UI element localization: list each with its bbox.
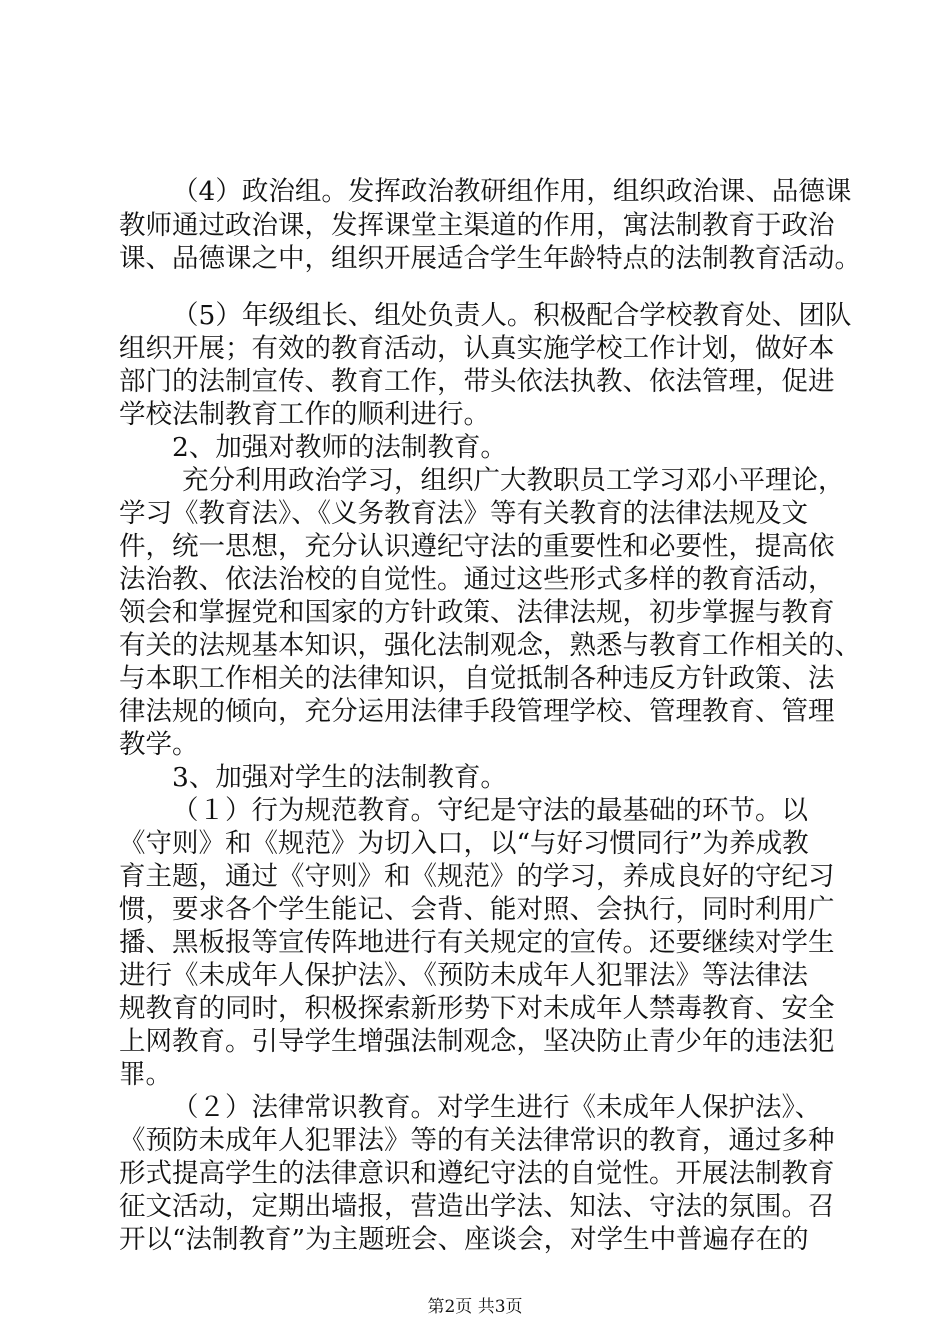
paragraph-line: 《守则》和《规范》为切入口，以“与好习惯同行”为养成教: [119, 828, 809, 859]
paragraph-line: 与本职工作相关的法律知识，自觉抵制各种违反方针政策、法: [119, 663, 835, 694]
section-heading: 2、加强对教师的法制教育。: [172, 432, 507, 463]
paragraph-line: 教师通过政治课，发挥课堂主渠道的作用，寓法制教育于政治: [119, 210, 835, 241]
paragraph-line: 规教育的同时，积极探索新形势下对未成年人禁毒教育、安全: [119, 993, 835, 1024]
paragraph-line: 充分利用政治学习，组织广大教职员工学习邓小平理论，: [182, 465, 845, 496]
paragraph-line: 学校法制教育工作的顺利进行。: [119, 399, 490, 430]
paragraph-line: （１）行为规范教育。守纪是守法的最基础的环节。以: [172, 795, 808, 826]
paragraph-line: 征文活动，定期出墙报，营造出学法、知法、守法的氛围。召: [119, 1191, 835, 1222]
paragraph-line: 上网教育。引导学生增强法制观念，坚决防止青少年的违法犯: [119, 1026, 835, 1057]
page-number-footer: 第2页 共3页: [427, 1297, 523, 1317]
section-heading: 3、加强对学生的法制教育。: [172, 762, 507, 793]
paragraph-line: 《预防未成年人犯罪法》等的有关法律常识的教育，通过多种: [119, 1125, 835, 1156]
paragraph-line: 育主题，通过《守则》和《规范》的学习，养成良好的守纪习: [119, 861, 835, 892]
paragraph-line: 课、品德课之中，组织开展适合学生年龄特点的法制教育活动。: [119, 243, 861, 274]
paragraph-line: 罪。: [119, 1059, 172, 1090]
paragraph-line: 组织开展；有效的教育活动，认真实施学校工作计划，做好本: [119, 333, 835, 364]
paragraph-line: 播、黑板报等宣传阵地进行有关规定的宣传。还要继续对学生: [119, 927, 835, 958]
paragraph-line: 领会和掌握党和国家的方针政策、法律法规，初步掌握与教育: [119, 597, 835, 628]
paragraph-line: 件，统一思想，充分认识遵纪守法的重要性和必要性，提高依: [119, 531, 835, 562]
paragraph-line: 开以“法制教育”为主题班会、座谈会，对学生中普遍存在的: [119, 1224, 809, 1255]
paragraph-line: 教学。: [119, 729, 199, 760]
paragraph-line: 惯，要求各个学生能记、会背、能对照、会执行，同时利用广: [119, 894, 835, 925]
paragraph-line: 进行《未成年人保护法》、《预防未成年人犯罪法》等法律法: [119, 960, 808, 991]
paragraph-line: （２）法律常识教育。对学生进行《未成年人保护法》、: [172, 1092, 822, 1123]
paragraph-line: （5）年级组长、组处负责人。积极配合学校教育处、团队: [172, 300, 852, 331]
paragraph-line: 有关的法规基本知识，强化法制观念，熟悉与教育工作相关的、: [119, 630, 861, 661]
paragraph-line: （4）政治组。发挥政治教研组作用，组织政治课、品德课: [172, 176, 852, 207]
paragraph-line: 部门的法制宣传、教育工作，带头依法执教、依法管理，促进: [119, 366, 835, 397]
paragraph-line: 律法规的倾向，充分运用法律手段管理学校、管理教育、管理: [119, 696, 835, 727]
paragraph-line: 形式提高学生的法律意识和遵纪守法的自觉性。开展法制教育: [119, 1158, 835, 1189]
paragraph-line: 学习《教育法》、《义务教育法》等有关教育的法律法规及文: [119, 498, 808, 529]
paragraph-line: 法治教、依法治校的自觉性。通过这些形式多样的教育活动，: [119, 564, 835, 595]
